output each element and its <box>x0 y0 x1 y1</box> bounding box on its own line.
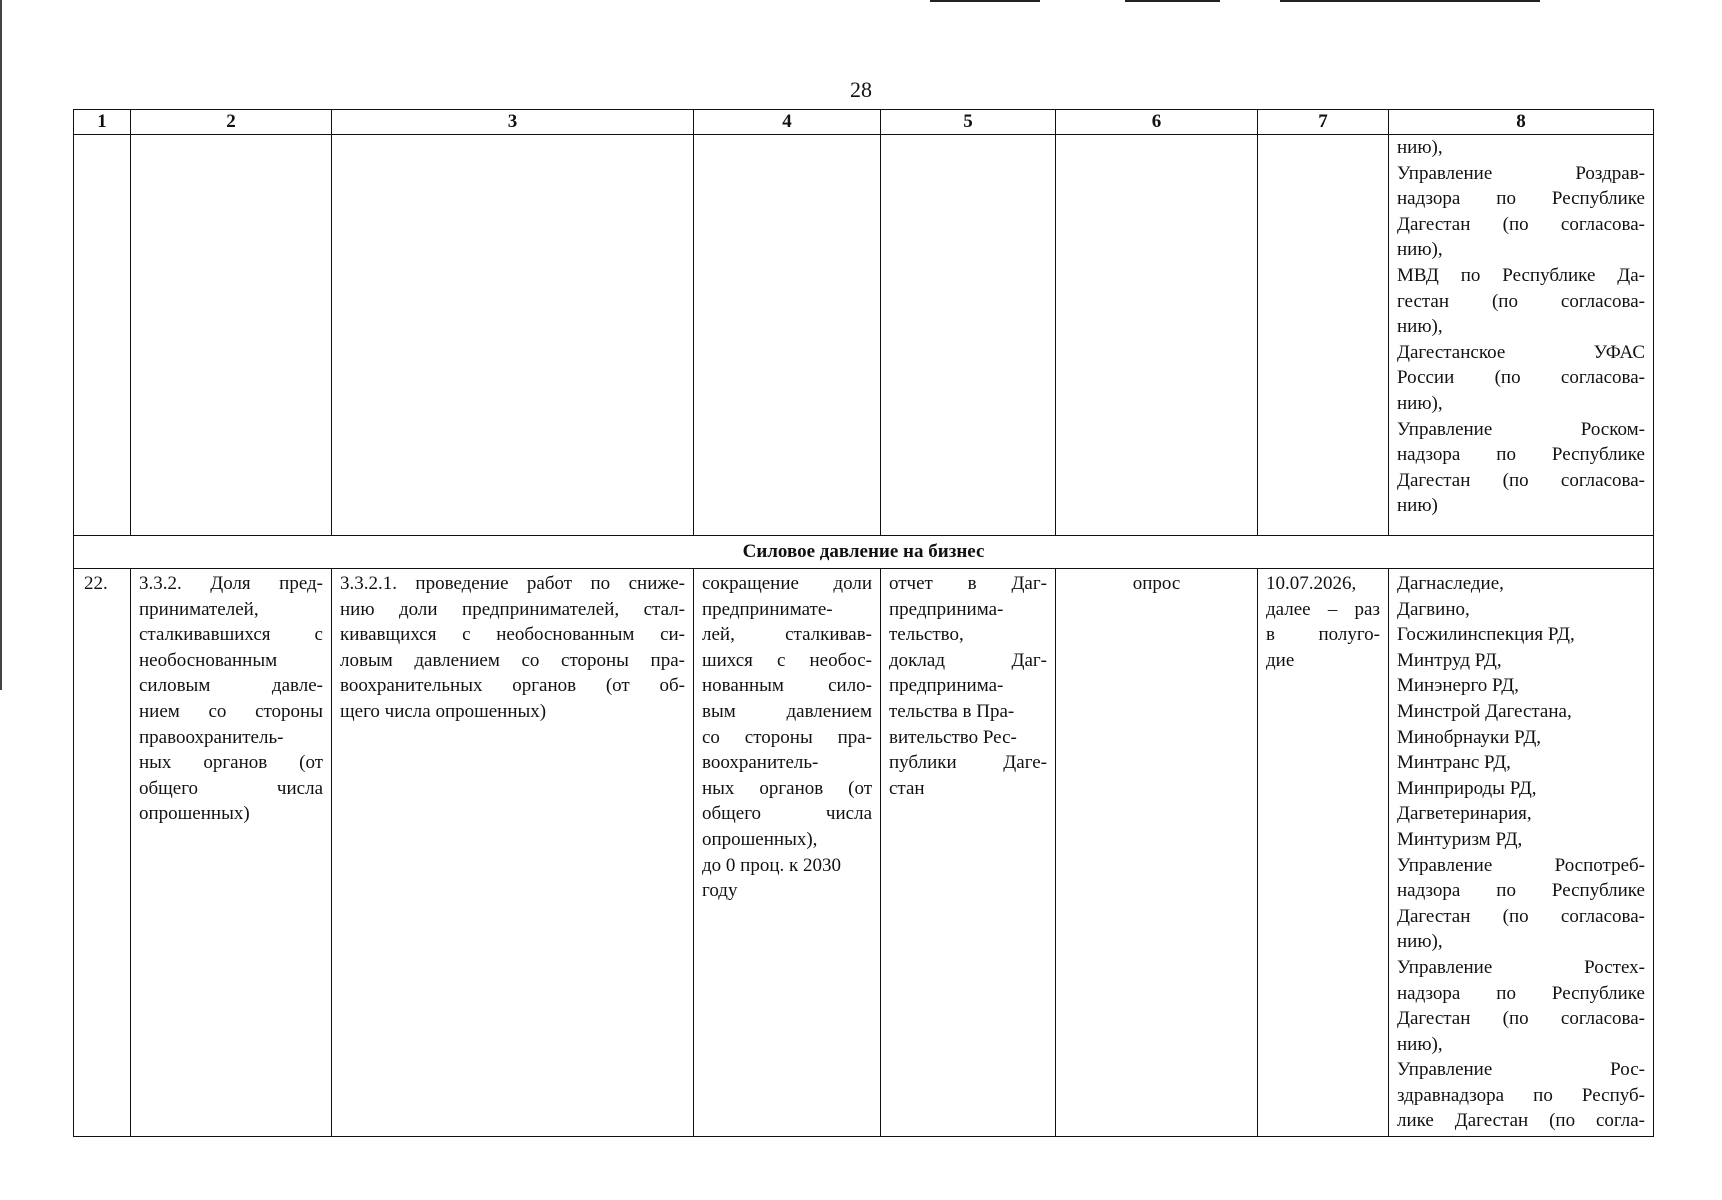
cell-text-line: со стороны пра- <box>702 726 872 748</box>
cell-text-line: сталкивавшихся с <box>139 624 323 646</box>
scan-artifact-line <box>1280 0 1540 2</box>
cell-col1 <box>74 135 131 536</box>
cell-text-line: нию), <box>1397 137 1443 158</box>
header-row <box>74 110 1654 135</box>
cell-text-line: 10.07.2026, <box>1266 573 1357 594</box>
cell-text-line: Дагестан (по согласова- <box>1397 213 1645 235</box>
cell-text-line: нию доли предпринимателей, стал- <box>340 598 685 620</box>
cell-result <box>694 569 881 1137</box>
scan-artifact-line <box>1125 0 1220 2</box>
cell-text-line: вительство Рес- <box>889 726 1017 748</box>
cell-col5 <box>881 135 1056 536</box>
column-header: 4 <box>694 110 881 135</box>
cell-text-line: нию) <box>1397 495 1438 517</box>
column-header: 2 <box>131 110 332 135</box>
cell-text-line: нию), <box>1397 931 1443 953</box>
cell-measure <box>332 569 694 1137</box>
cell-text-line: Минстрой Дагестана, <box>1397 700 1572 722</box>
cell-text-line: сокращение доли <box>702 573 872 594</box>
cell-method: опрос <box>1056 569 1258 1137</box>
cell-text-line: здравнадзора по Респуб- <box>1397 1084 1645 1106</box>
cell-text-line: России (по согласова- <box>1397 367 1645 389</box>
cell-text-line: нию), <box>1397 392 1443 414</box>
section-title: Силовое давление на бизнес <box>74 536 1654 569</box>
cell-text-line: Управление Ростех- <box>1397 956 1645 978</box>
cell-text-line: Минтруд РД, <box>1397 649 1502 671</box>
column-header: 5 <box>881 110 1056 135</box>
cell-col4 <box>694 135 881 536</box>
measures-table <box>73 109 1654 1137</box>
cell-text-line: принимателей, <box>139 598 259 620</box>
cell-text-line: публики Даге- <box>889 752 1047 774</box>
column-header: 6 <box>1056 110 1258 135</box>
cell-text-line: Минприроды РД, <box>1397 777 1537 799</box>
scan-edge <box>0 0 2 690</box>
cell-text-line: надзора по Республике <box>1397 444 1645 466</box>
cell-text-line: Управление Роспотреб- <box>1397 854 1645 876</box>
cell-text-line: лике Дагестан (по согла- <box>1397 1110 1645 1132</box>
cell-text-line: нием со стороны <box>139 700 323 722</box>
cell-text-line: в полуго- <box>1266 624 1380 646</box>
cell-text-line: тельства в Пра- <box>889 700 1015 722</box>
cell-text-line: 3.3.2.1. проведение работ по сниже- <box>340 573 685 594</box>
cell-text-line: Управление Роском- <box>1397 418 1645 440</box>
column-header: 3 <box>332 110 694 135</box>
cell-text-line: гестан (по согласова- <box>1397 290 1645 312</box>
cell-text-line: Дагнаследие, <box>1397 573 1504 594</box>
cell-text-line: лей, сталкивав- <box>702 624 872 646</box>
page-number: 28 <box>850 77 872 102</box>
cell-text-line: предпринимате- <box>702 598 833 620</box>
cell-indicator <box>131 569 332 1137</box>
cell-col3 <box>332 135 694 536</box>
cell-text-line: доклад Даг- <box>889 649 1047 671</box>
cell-text-line: кивавщихся с необоснованным си- <box>340 624 685 646</box>
cell-text-line: Госжилинспекция РД, <box>1397 624 1575 646</box>
cell-text-line: надзора по Республике <box>1397 880 1645 902</box>
cell-text-line: Минобрнауки РД, <box>1397 726 1542 748</box>
cell-text-line: тельство, <box>889 624 964 646</box>
cell-text-line: стан <box>889 777 925 799</box>
cell-text-line: воохранительных органов (от об- <box>340 675 685 697</box>
cell-text-line: вым давлением <box>702 700 872 722</box>
cell-col8-responsible <box>1389 135 1654 536</box>
cell-text-line: Минэнерго РД, <box>1397 675 1519 697</box>
cell-text-line: нованным сило- <box>702 675 872 697</box>
cell-text-line: году <box>702 880 738 902</box>
cell-text-line: далее – раз <box>1266 598 1380 620</box>
cell-text-line: нию), <box>1397 239 1443 261</box>
cell-deadline <box>1258 569 1389 1137</box>
cell-text-line: Дагестан (по согласова- <box>1397 469 1645 491</box>
table-row-22 <box>74 569 1654 1137</box>
cell-text-line: шихся с необос- <box>702 649 872 671</box>
cell-text-line: воохранитель- <box>702 752 819 774</box>
column-header: 8 <box>1389 110 1654 135</box>
cell-text-line: ных органов (от <box>702 777 872 799</box>
table-row-continued <box>74 135 1654 536</box>
cell-text-line: щего числа опрошенных) <box>340 700 547 722</box>
cell-text-line: ловым давлением со стороны пра- <box>340 649 685 671</box>
cell-text-line: 3.3.2. Доля пред- <box>139 573 323 594</box>
cell-text-line: Минтуризм РД, <box>1397 828 1523 850</box>
scan-artifact-line <box>930 0 1040 2</box>
cell-col6 <box>1056 135 1258 536</box>
cell-col2 <box>131 135 332 536</box>
section-row <box>74 536 1654 569</box>
cell-text-line: Дагестанское УФАС <box>1397 341 1645 363</box>
cell-report-form <box>881 569 1056 1137</box>
cell-text-line: общего числа <box>139 777 323 799</box>
cell-text-line: опрошенных), <box>702 828 818 850</box>
cell-text-line: дие <box>1266 649 1295 671</box>
cell-text-line: ных органов (от <box>139 752 323 774</box>
cell-text-line: до 0 проц. к 2030 <box>702 854 841 876</box>
cell-text-line: Управление Роздрав- <box>1397 162 1645 184</box>
cell-text-line: надзора по Республике <box>1397 982 1645 1004</box>
cell-text-line: нию), <box>1397 1033 1443 1055</box>
cell-text-line: Дагестан (по согласова- <box>1397 905 1645 927</box>
cell-text-line: МВД по Республике Да- <box>1397 264 1645 286</box>
cell-text-line: Минтранс РД, <box>1397 752 1511 774</box>
column-header: 1 <box>74 110 131 135</box>
cell-text-line: общего числа <box>702 803 872 825</box>
cell-text-line: Дагестан (по согласова- <box>1397 1008 1645 1030</box>
cell-text-line: Дагветеринария, <box>1397 803 1532 825</box>
cell-number: 22. <box>74 569 131 1137</box>
cell-text-line: силовым давле- <box>139 675 323 697</box>
cell-text-line: предпринима- <box>889 675 1004 697</box>
cell-text-line: отчет в Даг- <box>889 573 1047 594</box>
cell-text-line: предпринима- <box>889 598 1004 620</box>
cell-text-line: правоохранитель- <box>139 726 284 748</box>
cell-text-line: нию), <box>1397 316 1443 338</box>
cell-col7 <box>1258 135 1389 536</box>
cell-text-line: необоснованным <box>139 649 278 671</box>
cell-text-line: Дагвино, <box>1397 598 1470 620</box>
column-header: 7 <box>1258 110 1389 135</box>
cell-text-line: опрошенных) <box>139 803 250 825</box>
cell-text-line: Управление Рос- <box>1397 1059 1645 1081</box>
cell-text-line: надзора по Республике <box>1397 188 1645 210</box>
cell-responsible <box>1389 569 1654 1137</box>
